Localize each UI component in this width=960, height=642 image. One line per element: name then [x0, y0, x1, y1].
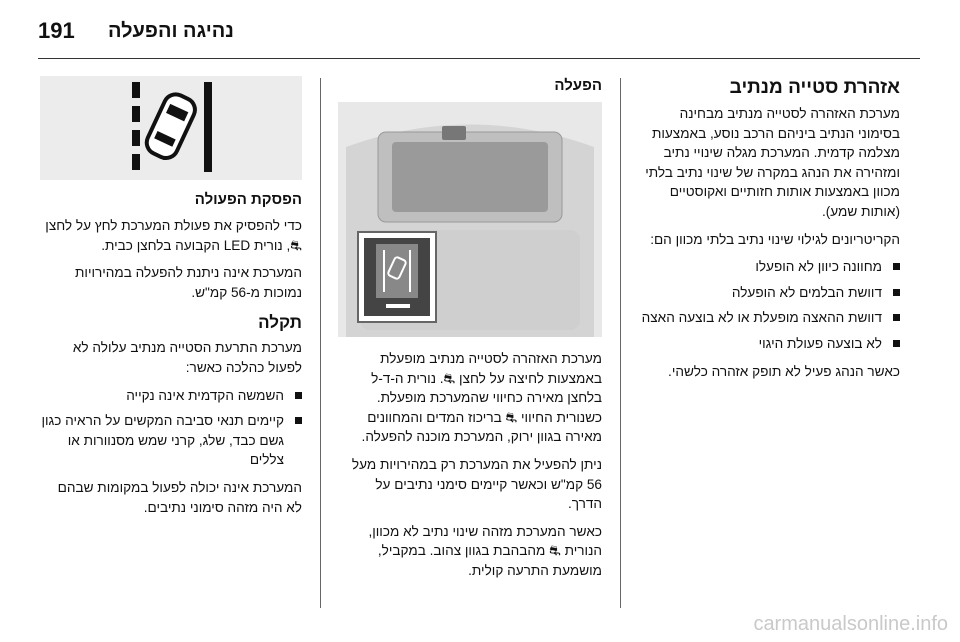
- paragraph: כדי להפסיק את פעולת המערכת לחץ על לחצן ⛐, נורית LED הקבועה בלחצן כבית.: [45, 218, 302, 253]
- list-item: קיימים תנאי סביבה המקשים על הראיה כגון גשם כבד, שלג, קרני שמש מסנוורות או צללים: [40, 411, 302, 470]
- section-title: נהיגה והפעלה: [108, 20, 234, 42]
- list-item: מחוונה כיוון לא הופעלו: [638, 257, 900, 277]
- bullet-square-icon: [893, 289, 900, 296]
- paragraph: המערכת אינה ניתנת להפעלה במהירויות נמוכות מ-56 קמ"ש.: [75, 265, 302, 300]
- paragraph: מערכת האזהרה לסטייה מנתיב מבחינה בסימוני הנתיב ביניהם הרכב נוסע, באמצעות מצלמה קדמית. המערכת מגלה שינויי נתיב ומזהירה את הנהג במקרה של שינוי נתיב בלתי מכוון באמצעות אותות חזותיים ואקוסטיים (אותות שמע).: [645, 106, 900, 219]
- bullet-square-icon: [893, 340, 900, 347]
- heading-lane-departure: אזהרת סטייה מנתיב: [729, 77, 900, 98]
- list-item: לא בוצעה פעולת היגוי: [638, 334, 900, 354]
- bullet-square-icon: [893, 314, 900, 321]
- list-item: השמשה הקדמית אינה נקייה: [40, 386, 302, 406]
- page-number: 191: [38, 18, 75, 43]
- dashboard-photo: [338, 102, 602, 337]
- list-item: דוושת הבלמים לא הופעלה: [638, 283, 900, 303]
- criteria-list: [638, 257, 900, 353]
- heading-fault: תקלה: [258, 313, 302, 333]
- column-divider: [620, 78, 621, 608]
- paragraph: כאשר הנהג פעיל לא תופק אזהרה כלשהי.: [668, 363, 900, 379]
- bullet-square-icon: [295, 392, 302, 399]
- list-item: דוושת ההאצה מופעלת או לא בוצעה האצה: [638, 308, 900, 328]
- heading-deactivation: הפסקת הפעולה: [194, 191, 302, 208]
- lane-symbol-panel: [40, 76, 302, 180]
- heading-operation: הפעלה: [554, 77, 602, 94]
- fault-conditions-list: [40, 386, 302, 470]
- dashboard-button-illustration: [338, 102, 602, 337]
- bullet-square-icon: [295, 417, 302, 424]
- column-divider: [320, 78, 321, 608]
- column-left: [40, 76, 302, 525]
- lane-departure-icon: [40, 76, 302, 180]
- bullet-square-icon: [893, 263, 900, 270]
- paragraph: מערכת התרעת הסטייה מנתיב עלולה לא לפעול כהלכה כאשר:: [72, 340, 302, 375]
- paragraph: כאשר המערכת מזהה שינוי נתיב לא מכוון, הנורית ⛐ מהבהבת בגוון צהוב. במקביל, מושמעת התרעה קולית.: [368, 523, 602, 578]
- paragraph: הקריטריונים לגילוי שינוי נתיב בלתי מכוון הם:: [650, 231, 900, 247]
- header-rule: [38, 58, 920, 59]
- watermark: carmanualsonline.info: [753, 613, 948, 635]
- column-middle: [338, 76, 602, 589]
- paragraph: מערכת האזהרה לסטייה מנתיב מופעלת באמצעות לחיצה על לחצן ⛐. נורית ה-ד-ל בלחצן מאירה כחיווי שהמערכת מופעלת. כשנורית החיווי ⛐ בריכוז המדים והמחוונים מאירה בגוון ירוק, המערכת מוכנה להפעלה.: [361, 351, 602, 445]
- column-right: [638, 76, 900, 389]
- paragraph: המערכת אינה יכולה לפעול במקומות שבהם לא היה מזהה סימוני נתיבים.: [57, 479, 302, 515]
- paragraph: ניתן להפעיל את המערכת רק במהירויות מעל 56 קמ"ש וכאשר קיימים סימני נתיבים על הדרך.: [351, 456, 602, 512]
